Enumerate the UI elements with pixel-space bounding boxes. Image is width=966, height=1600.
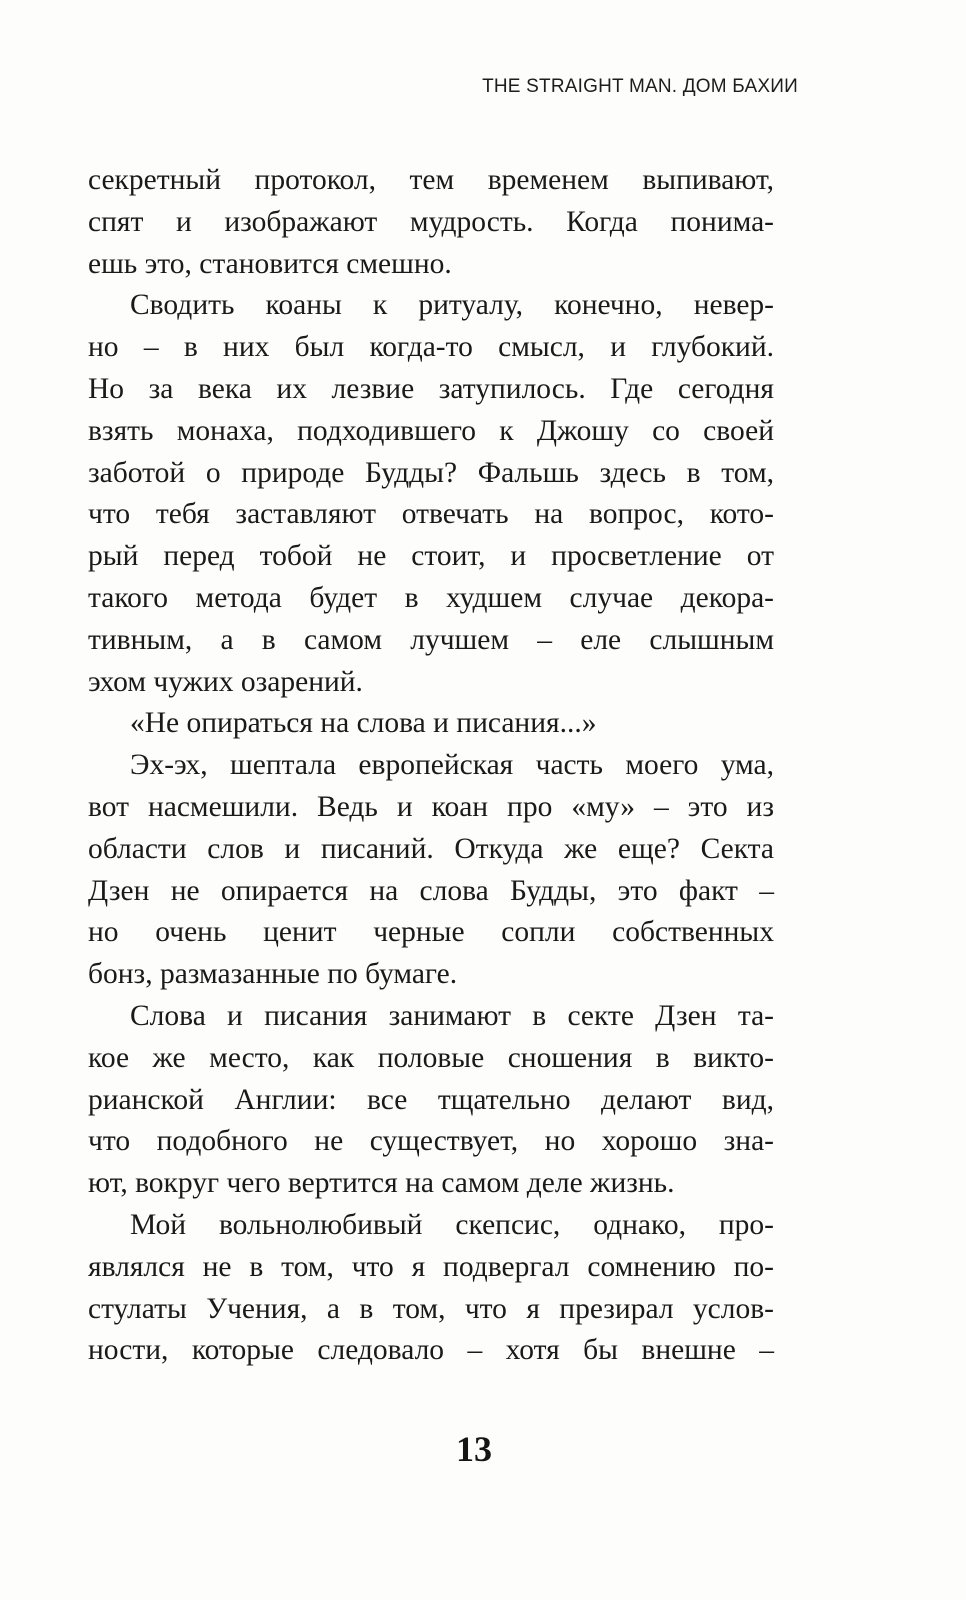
text-line: рый перед тобой не стоит, и просветление от [88,540,774,573]
text-line: эхом чужих озарений. [88,665,363,698]
text-line: «Не опираться на слова и писания...» [130,707,597,740]
text-line: Слова и писания занимают в секте Дзен та- [130,999,774,1032]
text-line: бонз, размазанные по бумаге. [88,958,458,991]
text-line: ности, которые следовало – хотя бы внешне – [88,1334,774,1367]
text-line: вот насмешили. Ведь и коан про «му» – это из [88,790,774,823]
text-line: являлся не в том, что я подвергал сомнению по- [88,1250,774,1283]
text-line: секретный протокол, тем временем выпивают, [88,164,774,196]
text-line: тивным, а в самом лучшем – еле слышным [88,623,774,656]
text-line: такого метода будет в худшем случае декора- [88,581,774,614]
text-line: Сводить коаны к ритуалу, конечно, невер- [130,289,774,322]
text-line: что тебя заставляют отвечать на вопрос, кото- [88,498,774,531]
text-line: но – в них был когда-то смысл, и глубокий. [88,331,774,364]
text-line: спят и изображают мудрость. Когда понима- [88,205,774,238]
running-head: THE STRAIGHT MAN. ДОМ БАХИИ [482,76,798,97]
text-line: заботой о природе Будды? Фальшь здесь в том, [88,456,774,489]
text-line: Мой вольнолюбивый скепсис, однако, про- [130,1208,774,1241]
body-text [88,160,774,1372]
text-line: что подобного не существует, но хорошо зна- [88,1125,774,1158]
text-line: но очень ценит черные сопли собственных [88,916,774,949]
text-line: Но за века их лезвие затупилось. Где сегодня [88,372,774,405]
text-line: стулаты Учения, а в том, что я презирал услов- [88,1292,774,1325]
text-line: кое же место, как половые сношения в викто- [88,1041,774,1074]
text-line: рианской Англии: все тщательно делают вид, [88,1083,774,1116]
text-line: ешь это, становится смешно. [88,247,452,280]
text-line: взять монаха, подходившего к Джошу со своей [88,414,774,447]
text-line: Дзен не опирается на слова Будды, это факт – [88,874,774,907]
text-line: области слов и писаний. Откуда же еще? Секта [88,832,774,865]
text-line: ют, вокруг чего вертится на самом деле жизнь. [88,1167,675,1200]
page-number: 13 [456,1429,492,1469]
text-line: Эх-эх, шептала европейская часть моего ума, [130,749,774,782]
